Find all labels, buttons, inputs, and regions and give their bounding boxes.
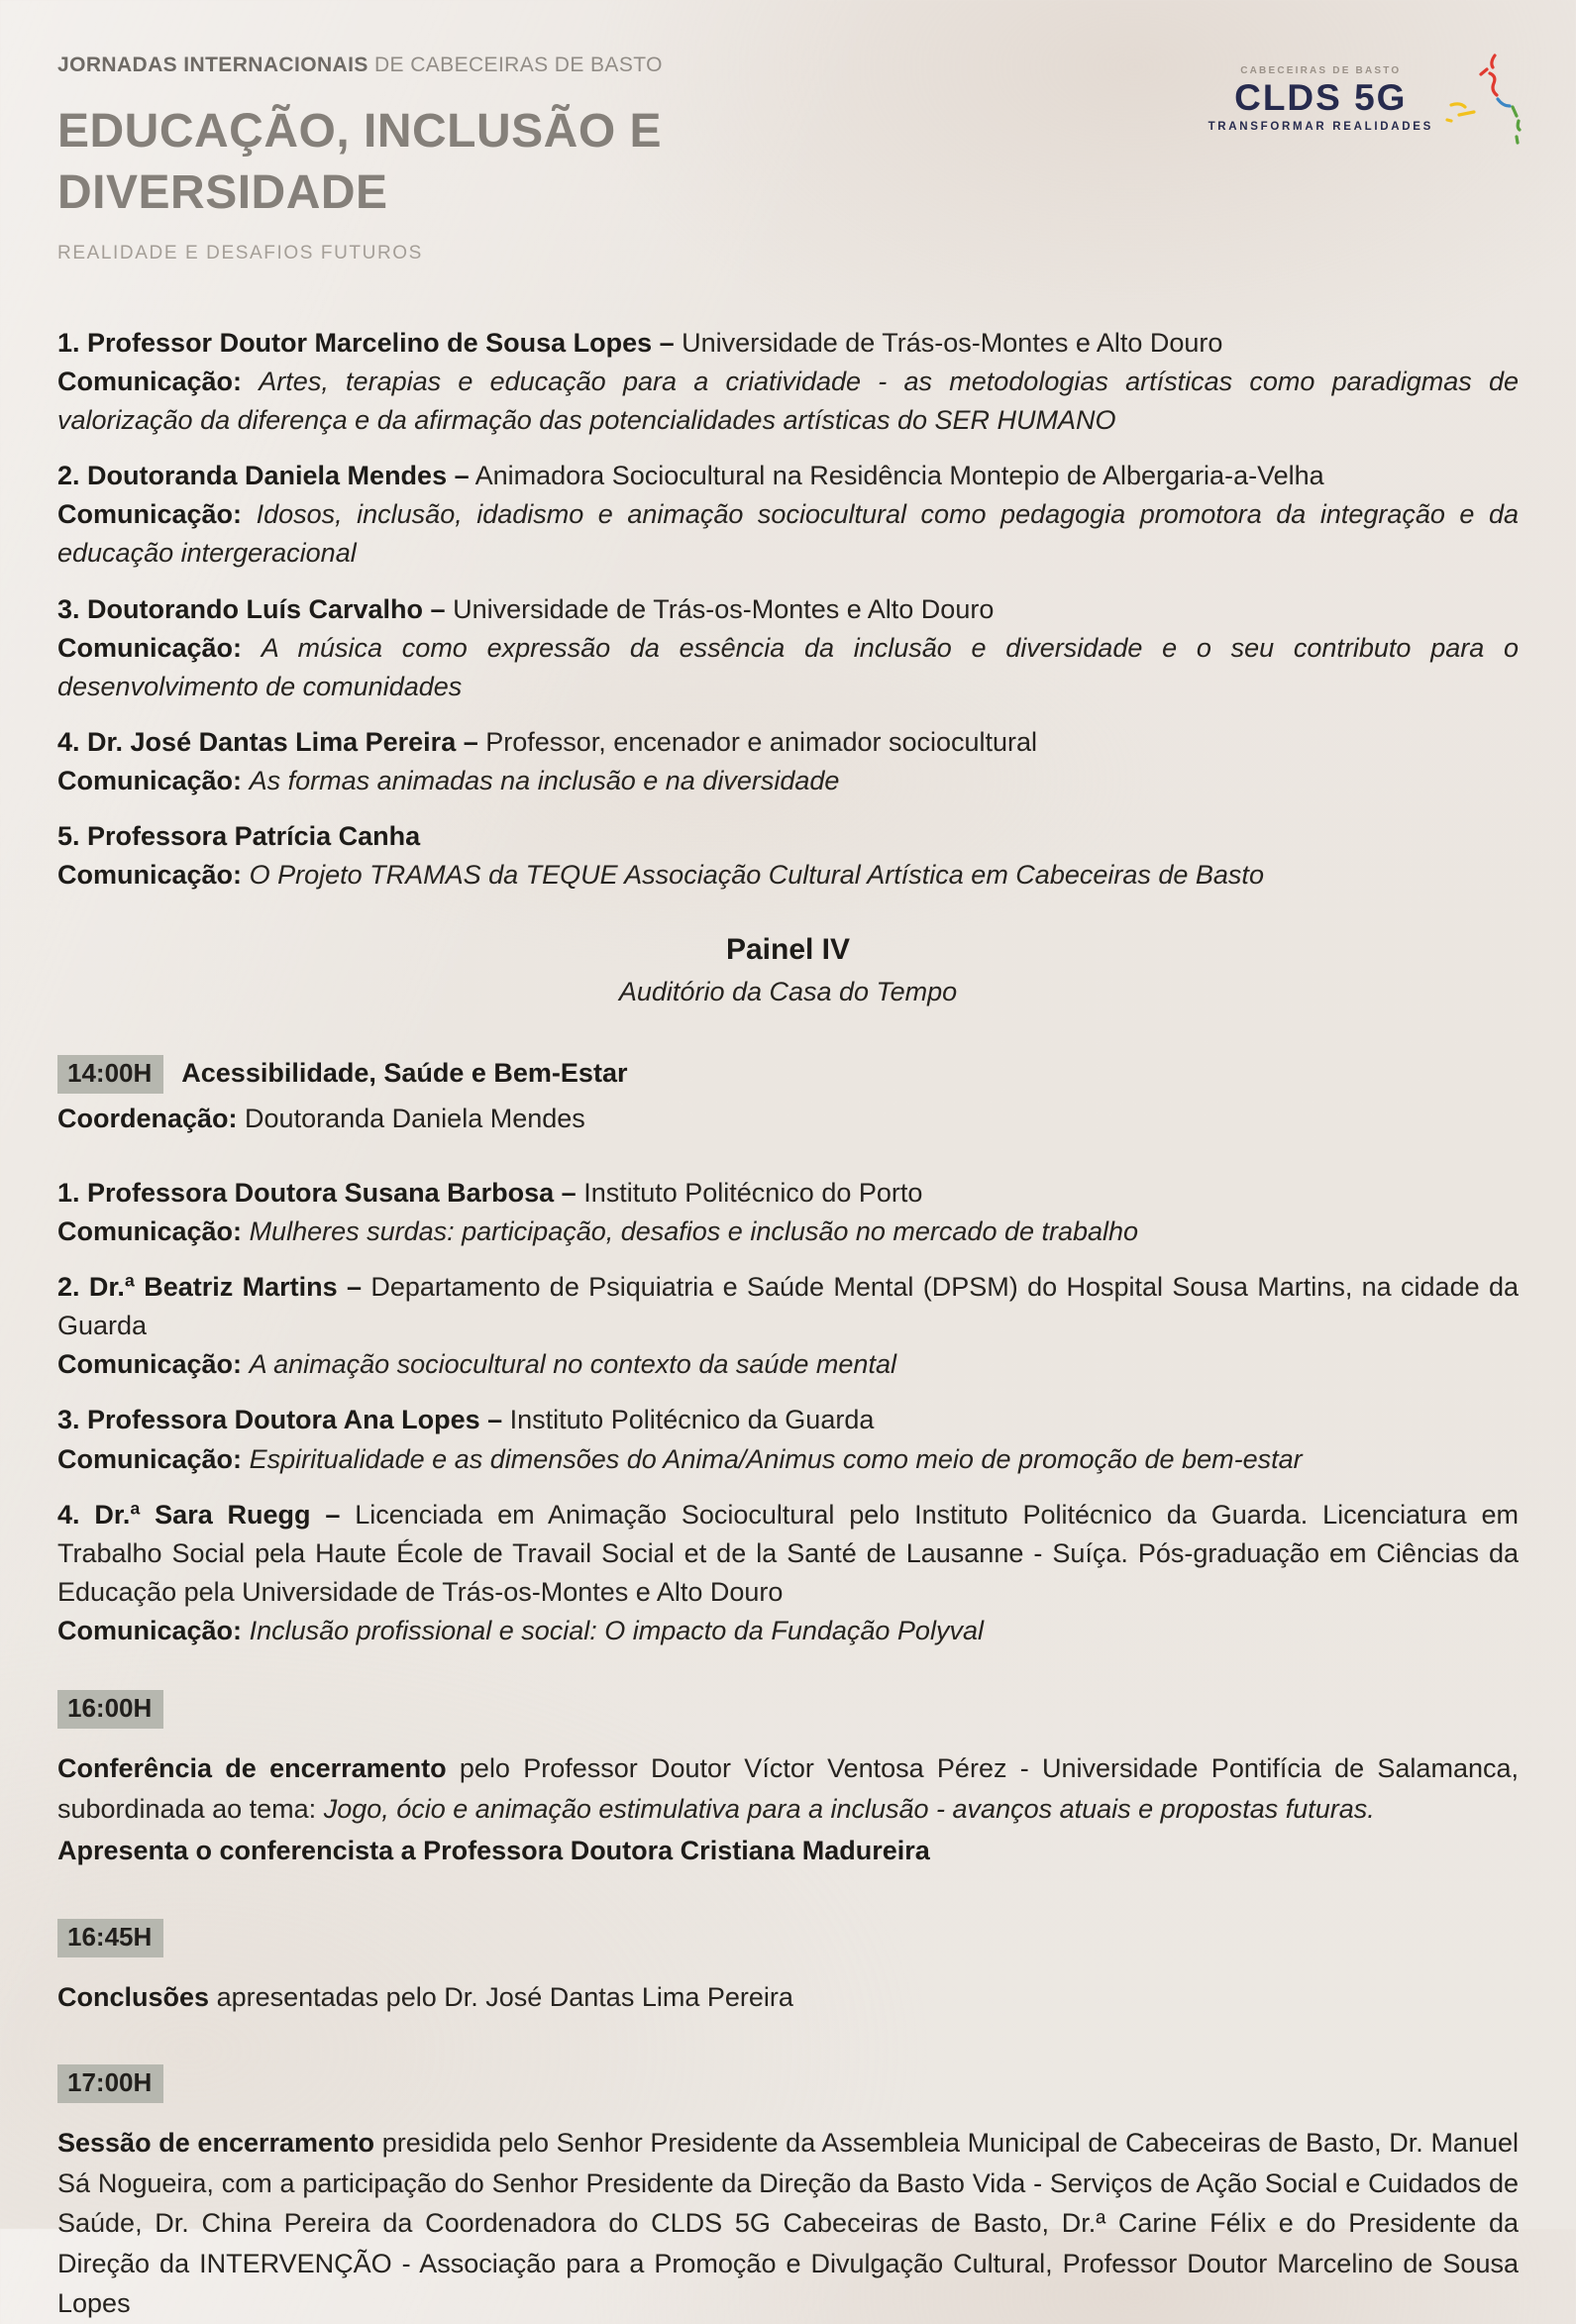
speaker-affiliation: Professor, encenador e animador sociocultural (485, 727, 1038, 758)
speaker-affiliation: Instituto Politécnico da Guarda (509, 1405, 875, 1435)
logo-tagline: TRANSFORMAR REALIDADES (1208, 121, 1433, 133)
session-coordinator: Doutoranda Daniela Mendes (245, 1103, 585, 1133)
speaker-name: 2. Doutoranda Daniela Mendes – (57, 461, 470, 491)
speaker-affiliation: Departamento de Psiquiatria e Saúde Mental (DPSM) do Hospital Sousa Martins, na cidade da Guarda (57, 1272, 1519, 1341)
talk-title: A música como expressão da essência da inclusão e diversidade e o seu contributo para o desenvolvimento de comunidades (57, 632, 1519, 701)
talk-title: O Projeto TRAMAS da TEQUE Associação Cultural Artística em Cabeceiras de Basto (249, 860, 1264, 891)
title-line1: EDUCAÇÃO, INCLUSÃO E (57, 105, 663, 158)
speaker-name: 4. Dr.ª Sara Ruegg – (57, 1499, 341, 1530)
session-1400 (57, 1055, 1519, 1138)
person-brushstroke-icon (1443, 50, 1532, 149)
logo-location: CABECEIRAS DE BASTO (1240, 65, 1402, 76)
conclusions-lead: Conclusões (57, 1981, 210, 2012)
conference-body: pelo Professor Doutor Víctor Ventosa Pérez - Universidade Pontifícia de Salamanca, subordinada ao tema: (57, 1753, 1519, 1824)
clds-logo-text (1208, 65, 1433, 133)
speaker-name: 2. Dr.ª Beatriz Martins – (57, 1272, 362, 1303)
comunicacao-label: Comunicação: (57, 1349, 243, 1380)
closing-session-lead: Sessão de encerramento (57, 2128, 375, 2159)
conference-theme: Jogo, ócio e animação estimulativa para a inclusão - avanços atuais e propostas futuras. (323, 1793, 1375, 1824)
closing-session (57, 2123, 1519, 2324)
speaker-affiliation: Instituto Politécnico do Porto (583, 1177, 923, 1208)
speaker-name: 4. Dr. José Dantas Lima Pereira – (57, 727, 478, 758)
speaker-item-2 (57, 457, 1519, 573)
speaker-item-5 (57, 817, 1519, 895)
talk-title: As formas animadas na inclusão e na diversidade (249, 766, 840, 796)
time-badge-1400: 14:00H (57, 1055, 163, 1094)
panel-title: Painel IV (725, 932, 851, 966)
kicker-bold: JORNADAS INTERNACIONAIS (57, 53, 368, 76)
time-badge-1600: 16:00H (57, 1690, 163, 1729)
comunicacao-label: Comunicação: (57, 499, 243, 530)
talk-title: Artes, terapias e educação para a criatividade - as metodologias artísticas como paradigmas de valorização da diferença e da afirmação das potencialidades artísticas do SER HUMANO (57, 366, 1519, 436)
comunicacao-label: Comunicação: (57, 1616, 243, 1646)
comunicacao-label: Comunicação: (57, 860, 243, 891)
logo-name: CLDS 5G (1234, 77, 1408, 118)
comunicacao-label: Comunicação: (57, 1215, 243, 1246)
comunicacao-label: Comunicação: (57, 766, 243, 796)
panel4-speaker-item-4 (57, 1496, 1519, 1651)
panel4-speaker-item-2 (57, 1268, 1519, 1384)
kicker-rest: DE CABECEIRAS DE BASTO (373, 53, 663, 76)
speaker-affiliation: Animadora Sociocultural na Residência Montepio de Albergaria-a-Velha (474, 461, 1324, 491)
closing-conference (57, 1748, 1519, 1829)
clds-logo (1208, 50, 1532, 149)
speaker-affiliation: Universidade de Trás-os-Montes e Alto Douro (682, 327, 1223, 358)
comunicacao-label: Comunicação: (57, 366, 243, 396)
panel4-speaker-item-3 (57, 1401, 1519, 1478)
speaker-affiliation: Licenciada em Animação Sociocultural pelo Instituto Politécnico da Guarda. Licenciatura em Trabalho Social pela Haute École de Travail Social et de la Santé de Lausanne - Suíça. Pós-graduação em Ciências da Educação pela Universidade de Trás-os-Montes e Alto Douro (57, 1499, 1520, 1608)
speaker-name: 3. Professora Doutora Ana Lopes – (57, 1405, 503, 1435)
conclusions (57, 1977, 1519, 2018)
talk-title: Espiritualidade e as dimensões do Anima/Animus como meio de promoção de bem-estar (249, 1443, 1303, 1474)
session-theme: Acessibilidade, Saúde e Bem-Estar (181, 1057, 628, 1088)
speaker-name: 3. Doutorando Luís Carvalho – (57, 593, 446, 624)
conclusions-body: apresentadas pelo Dr. José Dantas Lima Pereira (216, 1981, 793, 2012)
speaker-item-3 (57, 590, 1519, 706)
comunicacao-label: Comunicação: (57, 1443, 243, 1474)
talk-title: Idosos, inclusão, idadismo e animação sociocultural como pedagogia promotora da integração e da educação intergeracional (57, 499, 1519, 569)
title-line2: DIVERSIDADE (57, 166, 388, 220)
speaker-item-4 (57, 723, 1519, 800)
speaker-item-1 (57, 324, 1519, 440)
talk-title: Inclusão profissional e social: O impacto da Fundação Polyval (249, 1616, 984, 1646)
speaker-name: 1. Professor Doutor Marcelino de Sousa Lopes – (57, 327, 675, 358)
speaker-affiliation: Universidade de Trás-os-Montes e Alto Douro (453, 593, 995, 624)
talk-title: Mulheres surdas: participação, desafios e inclusão no mercado de trabalho (249, 1215, 1139, 1246)
coordenacao-label: Coordenação: (57, 1103, 238, 1133)
talk-title: A animação sociocultural no contexto da saúde mental (249, 1349, 896, 1380)
panel-heading (57, 933, 1519, 1007)
speaker-name: 5. Professora Patrícia Canha (57, 821, 421, 852)
closing-session-body: presidida pelo Senhor Presidente da Assembleia Municipal de Cabeceiras de Basto, Dr. Manuel Sá Nogueira, com a participação do Senhor Presidente da Direção da Basto Vida - Serviços de Ação Social e Cuidados de Saúde, Dr. China Pereira da Coordenadora do CLDS 5G Cabeceiras de Basto, Dr.ª Carine Félix e do Presidente da Direção da INTERVENÇÃO - Associação para a Promoção e Divulgação Cultural, Professor Doutor Marcelino de Sousa Lopes (57, 2128, 1519, 2319)
page-subtitle: REALIDADE E DESAFIOS FUTUROS (57, 242, 423, 264)
conference-lead: Conferência de encerramento (57, 1753, 447, 1784)
time-badge-1645: 16:45H (57, 1919, 163, 1957)
comunicacao-label: Comunicação: (57, 632, 243, 663)
time-badge-1700: 17:00H (57, 2064, 163, 2103)
conference-presenter: Apresenta o conferencista a Professora Doutora Cristiana Madureira (57, 1836, 930, 1866)
speaker-name: 1. Professora Doutora Susana Barbosa – (57, 1177, 577, 1208)
panel-venue: Auditório da Casa do Tempo (618, 976, 958, 1006)
panel4-speaker-item-1 (57, 1174, 1519, 1251)
